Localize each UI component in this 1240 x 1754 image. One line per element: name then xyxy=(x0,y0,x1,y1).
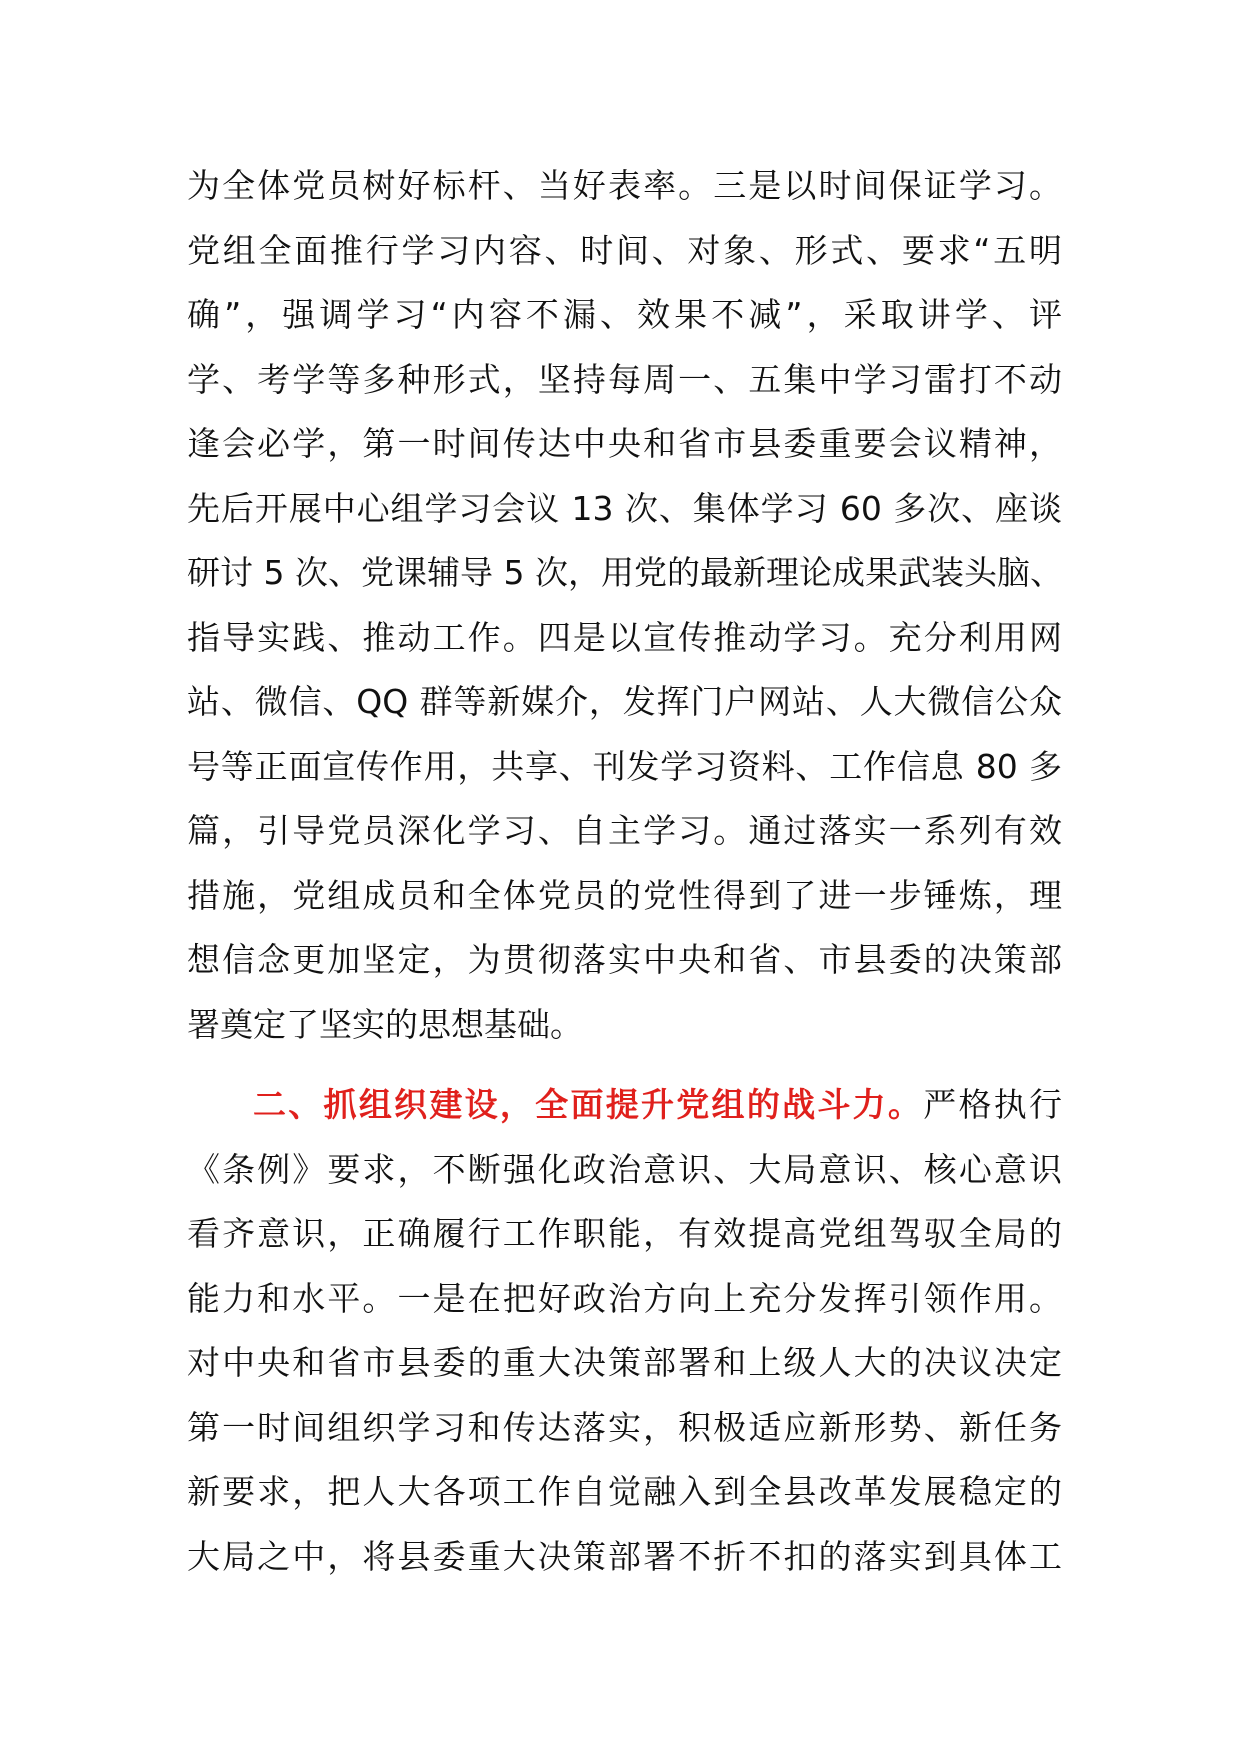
text-line: 站、微信、QQ 群等新媒介，发挥门户网站、人大微信公众 xyxy=(187,682,1062,721)
text-line: 对中央和省市县委的重大决策部署和上级人大的决议决定 xyxy=(187,1343,1062,1382)
section-heading: 二、抓组织建设，全面提升党组的战斗力。 xyxy=(253,1085,924,1124)
text-line: 新要求，把人大各项工作自觉融入到全县改革发展稳定的 xyxy=(187,1472,1062,1511)
text-line: 能力和水平。一是在把好政治方向上充分发挥引领作用。 xyxy=(187,1278,1062,1318)
paragraph-organization xyxy=(187,1073,1062,1589)
text-line: 确”，强调学习“内容不漏、效果不减”，采取讲学、评 xyxy=(187,295,1062,334)
text-line: 党组全面推行学习内容、时间、对象、形式、要求“五明 xyxy=(187,230,1062,270)
text-line: 篇，引导党员深化学习、自主学习。通过落实一系列有效 xyxy=(187,811,1062,850)
text-line: 大局之中，将县委重大决策部署不折不扣的落实到具体工 xyxy=(187,1536,1062,1576)
text-line: 指导实践、推动工作。四是以宣传推动学习。充分利用网 xyxy=(187,617,1062,657)
text-line: 措施，党组成员和全体党员的党性得到了进一步锤炼，理 xyxy=(187,875,1062,915)
heading-line-rest: 严格执行 xyxy=(923,1085,1063,1124)
paragraph-spacer xyxy=(187,1057,1062,1073)
document-body xyxy=(187,154,1062,1589)
text-line: 逢会必学，第一时间传达中央和省市县委重要会议精神， xyxy=(187,424,1062,463)
text-line: 《条例》要求，不断强化政治意识、大局意识、核心意识 xyxy=(187,1149,1062,1189)
heading-line xyxy=(187,1073,1062,1138)
text-line: 为全体党员树好标杆、当好表率。三是以时间保证学习。 xyxy=(187,166,1062,205)
text-line: 看齐意识，正确履行工作职能，有效提高党组驾驭全局的 xyxy=(187,1214,1062,1253)
text-line: 先后开展中心组学习会议 13 次、集体学习 60 多次、座谈 xyxy=(187,488,1062,528)
paragraph-study xyxy=(187,154,1062,1057)
text-line: 第一时间组织学习和传达落实，积极适应新形势、新任务 xyxy=(187,1407,1062,1447)
text-line: 号等正面宣传作用，共享、刊发学习资料、工作信息 80 多 xyxy=(187,746,1062,786)
text-line: 研讨 5 次、党课辅导 5 次，用党的最新理论成果武装头脑、 xyxy=(187,553,1063,592)
text-line: 想信念更加坚定，为贯彻落实中央和省、市县委的决策部 xyxy=(187,940,1062,979)
text-line: 学、考学等多种形式，坚持每周一、五集中学习雷打不动 xyxy=(187,359,1062,399)
text-line: 署奠定了坚实的思想基础。 xyxy=(187,1004,583,1044)
